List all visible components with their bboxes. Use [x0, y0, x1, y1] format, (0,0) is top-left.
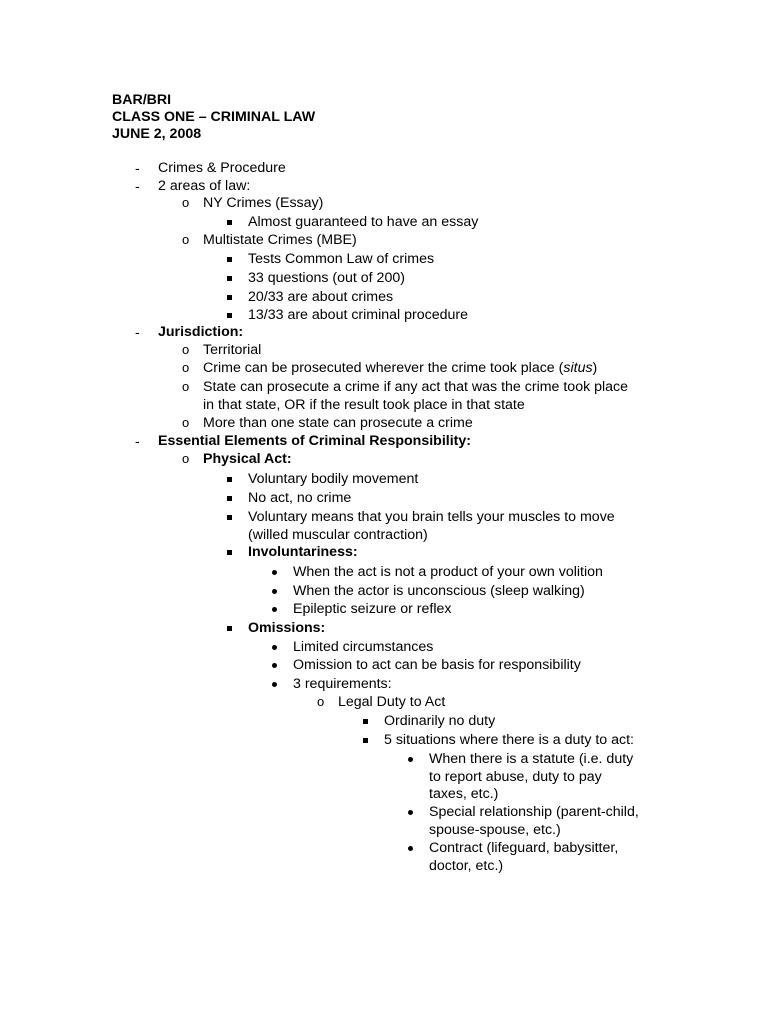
square-bullet-icon	[227, 477, 232, 482]
list-item	[135, 323, 735, 342]
circle-bullet-icon: o	[182, 342, 190, 357]
dash-bullet-icon: -	[135, 324, 140, 340]
list-item: Voluntary bodily movement	[227, 470, 707, 489]
list-item: o More than one state can prosecute a crime	[182, 415, 473, 431]
subsection-heading: Omissions:	[248, 620, 326, 636]
list-item: 33 questions (out of 200)	[227, 269, 707, 288]
list-item: Almost guaranteed to have an essay	[227, 213, 707, 232]
list-item: Ordinarily no duty	[363, 712, 743, 731]
square-bullet-icon	[227, 496, 232, 501]
circle-bullet-icon: o	[182, 232, 190, 247]
circle-bullet-icon: o	[182, 451, 190, 466]
list-item: o State can prosecute a crime if any act that was the crime took place	[182, 379, 629, 395]
list-item	[227, 543, 707, 562]
list-item: Voluntary means that you brain tells your muscles to move	[227, 508, 707, 527]
list-item: o NY Crimes (Essay)	[182, 195, 324, 211]
list-item	[135, 432, 735, 451]
header-date: JUNE 2, 2008	[112, 126, 202, 142]
circle-bullet-icon: o	[182, 415, 190, 430]
list-item: 5 situations where there is a duty to act:	[363, 731, 743, 750]
section-heading: Jurisdiction:	[158, 324, 244, 340]
list-item-continuation: doctor, etc.)	[429, 858, 504, 874]
list-item: When the actor is unconscious (sleep walking)	[272, 582, 722, 601]
list-item: - Crimes & Procedure	[135, 160, 286, 176]
square-bullet-icon	[227, 550, 232, 555]
list-item-continuation: to report abuse, duty to pay	[429, 769, 602, 785]
round-bullet-icon	[272, 570, 277, 575]
square-bullet-icon	[227, 313, 232, 318]
list-item: o Multistate Crimes (MBE)	[182, 232, 357, 248]
list-item: 20/33 are about crimes	[227, 288, 707, 307]
list-item: When the act is not a product of your own volition	[272, 563, 722, 582]
square-bullet-icon	[227, 295, 232, 300]
square-bullet-icon	[227, 626, 232, 631]
dash-bullet-icon: -	[135, 160, 140, 176]
dash-bullet-icon: -	[135, 178, 140, 194]
list-item: Contract (lifeguard, babysitter,	[408, 839, 728, 858]
list-item: Epileptic seizure or reflex	[272, 600, 722, 619]
circle-bullet-icon: o	[182, 195, 190, 210]
square-bullet-icon	[227, 257, 232, 262]
list-item	[227, 619, 707, 638]
square-bullet-icon	[363, 719, 368, 724]
square-bullet-icon	[227, 276, 232, 281]
list-item: Omission to act can be basis for responsibility	[272, 656, 722, 675]
round-bullet-icon	[272, 589, 277, 594]
round-bullet-icon	[272, 682, 277, 687]
round-bullet-icon	[272, 607, 277, 612]
list-item-continuation: taxes, etc.)	[429, 786, 499, 802]
round-bullet-icon	[408, 757, 413, 762]
list-item: No act, no crime	[227, 489, 707, 508]
subsection-heading: Involuntariness:	[248, 544, 358, 560]
list-item: 3 requirements:	[272, 675, 722, 694]
header-class: CLASS ONE – CRIMINAL LAW	[112, 109, 316, 125]
circle-bullet-icon: o	[182, 360, 190, 375]
list-item	[182, 450, 682, 469]
list-item-continuation: in that state, OR if the result took place in that state	[203, 397, 525, 413]
section-heading: Essential Elements of Criminal Responsibility:	[158, 433, 471, 449]
list-item: When there is a statute (i.e. duty	[408, 750, 728, 769]
list-item: Special relationship (parent-child,	[408, 803, 728, 822]
list-item-continuation: spouse-spouse, etc.)	[429, 822, 561, 838]
square-bullet-icon	[227, 515, 232, 520]
circle-bullet-icon: o	[317, 694, 325, 709]
round-bullet-icon	[272, 645, 277, 650]
list-item: o Crime can be prosecuted wherever the crime took place (situs)	[182, 360, 598, 376]
list-item: Limited circumstances	[272, 638, 722, 657]
subsection-heading: Physical Act:	[203, 451, 292, 467]
header-title: BAR/BRI	[112, 92, 172, 108]
round-bullet-icon	[272, 663, 277, 668]
list-item: o Legal Duty to Act	[317, 694, 446, 710]
square-bullet-icon	[363, 738, 368, 743]
list-item: 13/33 are about criminal procedure	[227, 306, 707, 325]
list-item: o Territorial	[182, 342, 262, 358]
round-bullet-icon	[408, 846, 413, 851]
dash-bullet-icon: -	[135, 433, 140, 449]
square-bullet-icon	[227, 220, 232, 225]
list-item: - 2 areas of law:	[135, 178, 251, 194]
round-bullet-icon	[408, 810, 413, 815]
list-item: Tests Common Law of crimes	[227, 250, 707, 269]
list-item-continuation: (willed muscular contraction)	[248, 527, 428, 543]
circle-bullet-icon: o	[182, 379, 190, 394]
